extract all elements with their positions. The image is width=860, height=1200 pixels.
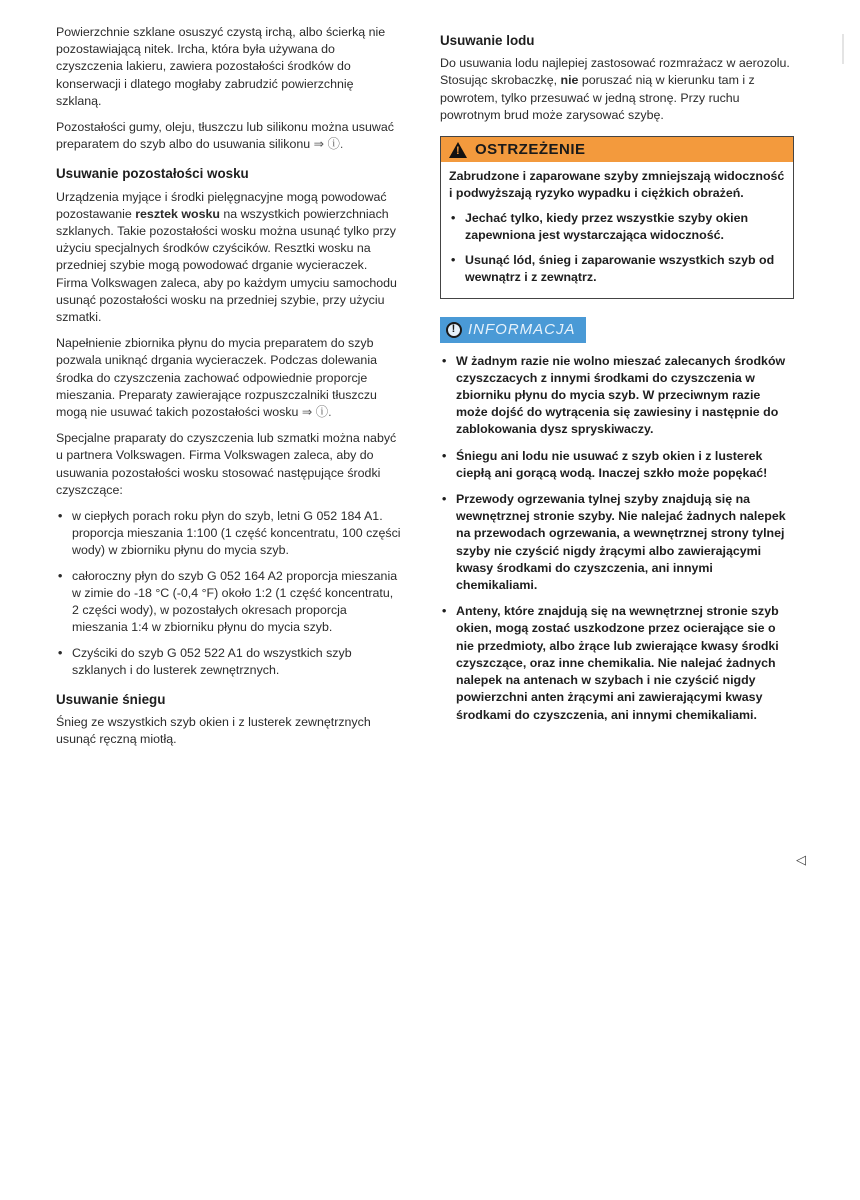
paragraph-snow: Śnieg ze wszystkich szyb okien i z lusterek zewnętrznych usunąć ręczną miotłą. bbox=[56, 715, 371, 747]
warning-box bbox=[440, 136, 794, 299]
heading-wax-removal: Usuwanie pozostałości wosku bbox=[56, 166, 249, 182]
heading-snow-removal: Usuwanie śniegu bbox=[56, 691, 166, 707]
heading-ice-removal: Usuwanie lodu bbox=[440, 33, 535, 48]
info-body bbox=[440, 353, 794, 724]
ice-emphasis: nie bbox=[560, 73, 579, 88]
page-edge-mark bbox=[842, 34, 844, 64]
bullet-icon: • bbox=[451, 210, 456, 225]
list-item: • Usunąć lód, śnieg i zaparowanie wszystkich szyb od wewnątrz i z zewnątrz. bbox=[451, 253, 775, 285]
warning-intro: Zabrudzone i zaparowane szyby zmniejszają widoczność i podwyższają ryzyko wypadku i ciężkich obrażeń. bbox=[449, 169, 785, 201]
warning-header bbox=[441, 137, 793, 162]
warning-triangle-icon: ! bbox=[449, 142, 467, 158]
right-column bbox=[440, 24, 794, 733]
bullet-icon: • bbox=[58, 509, 63, 524]
paragraph-drying: Powierzchnie szklane osuszyć czystą irchą, albo ścierką nie pozostawiającą nitek. Ircha, która była używana do czyszczenia lakieru, zawiera pozostałości środków do konserwacji i dlatego mogłaby zabrudzić powierzchnię szklaną. bbox=[56, 25, 386, 108]
list-item: • Czyściki do szyb G 052 522 A1 do wszystkich szyb szklanych i do lusterek zewnętrznych. bbox=[58, 645, 352, 677]
wax-emphasis: resztek wosku bbox=[135, 206, 220, 221]
info-reference[interactable]: ⇒ ⓘ. bbox=[313, 137, 344, 152]
bullet-icon: • bbox=[442, 604, 447, 619]
list-item: • całoroczny płyn do szyb G 052 164 A2 proporcja mieszania w zimie do -18 °C (-0,4 °F) około 1:2 (1 część koncentratu, 2 części wody), w pozostałych okresach proporcja mieszania 1:4 w zbiorniku płynu do mycia szyb. bbox=[58, 568, 398, 635]
list-item: • Jechać tylko, kiedy przez wszystkie szyby okien zapewniona jest wystarczająca widoczność. bbox=[451, 210, 749, 242]
list-item: • w ciepłych porach roku płyn do szyb, letni G 052 184 A1. proporcja mieszania 1:100 (1 część koncentratu, 100 części wody) w zbiorniku płynu do mycia szyb. bbox=[58, 509, 401, 558]
info-circle-icon: ! bbox=[446, 322, 462, 338]
bullet-icon: • bbox=[58, 645, 63, 660]
warning-title: OSTRZEŻENIE bbox=[475, 141, 586, 159]
section-end-icon: ◁ bbox=[796, 852, 806, 867]
info-reference[interactable]: ⇒ ⓘ. bbox=[301, 405, 332, 420]
warning-body bbox=[441, 162, 793, 298]
paragraph-reservoir: Napełnienie zbiornika płynu do mycia preparatem do szyb pozwala uniknąć drgania wycieraczek. Podczas dolewania środka do czyszczenia zachować odpowiednie proporcje mieszania. Preparaty zawierające rozpuszczalniki tłuszczu mogą nie usuwać takich pozostałości wosku ⇒ ⓘ. bbox=[56, 336, 377, 420]
bullet-icon: • bbox=[451, 253, 456, 268]
left-column bbox=[56, 24, 401, 758]
list-item: • W żadnym razie nie wolno mieszać zalecanych środków czyszczacych z innymi środkami do czyszczenia w zbiorniku płynu do mycia szyb. W przeciwnym razie może dojść do wytrącenia się zawiesiny i następnie do zablokowania dysz spryskiwaczy. bbox=[442, 353, 786, 437]
info-title: INFORMACJA bbox=[468, 321, 576, 339]
list-item: • Anteny, które znajdują się na wewnętrznej stronie szyb okien, mogą zostać uszkodzone przez ocierające sie o nie przedmioty, albo żrące lub zwierające kwasy środki czyszczące, oraz inne chemikalia. Nie nalejać żadnych nalepek na antenach w szybach i nie czyścić nigdy powierzchni anten żrącymi ani zawierającymi kwasy środkami do czyszczenia, ani innymi chemikaliami. bbox=[442, 604, 779, 722]
bullet-icon: • bbox=[442, 448, 447, 463]
bullet-icon: • bbox=[442, 353, 447, 368]
paragraph-residue: Pozostałości gumy, oleju, tłuszczu lub silikonu można usuwać preparatem do szyb albo do usuwania silikonu ⇒ ⓘ. bbox=[56, 120, 394, 152]
paragraph-ice: Do usuwania lodu najlepiej zastosować rozmrażacz w aerozolu. Stosując skrobaczkę, nie poruszać nią w kierunku tam i z powrotem, tylko przesuwać w jedną stronę. Przy ruchu powrotnym brud może zarysować szybę. bbox=[440, 56, 790, 122]
paragraph-special-products: Specjalne praparaty do czyszczenia lub szmatki można nabyć u partnera Volkswagen. Firma Volkswagen zaleca, aby do usuwania pozostałości wosku stosować następujące środki czyszczące: bbox=[56, 431, 397, 497]
list-item: • Śniegu ani lodu nie usuwać z szyb okien i z lusterek ciepłą ani gorącą wodą. Inaczej szkło może popękać! bbox=[442, 448, 768, 480]
list-item: • Przewody ogrzewania tylnej szyby znajdują się na wewnętrznej stronie szyby. Nie nalejać żadnych nalepek na przewodach ogrzewania, a wewnętrznej strony tylnej szyby nie czyścić nigdy żrącymi albo zawierającymi kwasy środkami do czyszczenia, ani innymi chemikaliami. bbox=[442, 492, 786, 593]
paragraph-wax: Urządzenia myjące i środki pielęgnacyjne mogą powodować pozostawanie resztek wosku na wszystkich powierzchniach szklanych. Takie pozostałości wosku można usunąć tylko przy użyciu specjalnych środków czyścików. Resztki wosku na przedniej szybie mogą powodować drganie wycieraczek. Firma Volkswagen zaleca, aby po każdym umyciu samochodu usunąć pozostałości wosku na przedniej szybie, przy użyciu szmatki. bbox=[56, 189, 397, 325]
bullet-icon: • bbox=[442, 492, 447, 507]
bullet-icon: • bbox=[58, 568, 63, 583]
info-header bbox=[440, 317, 586, 342]
